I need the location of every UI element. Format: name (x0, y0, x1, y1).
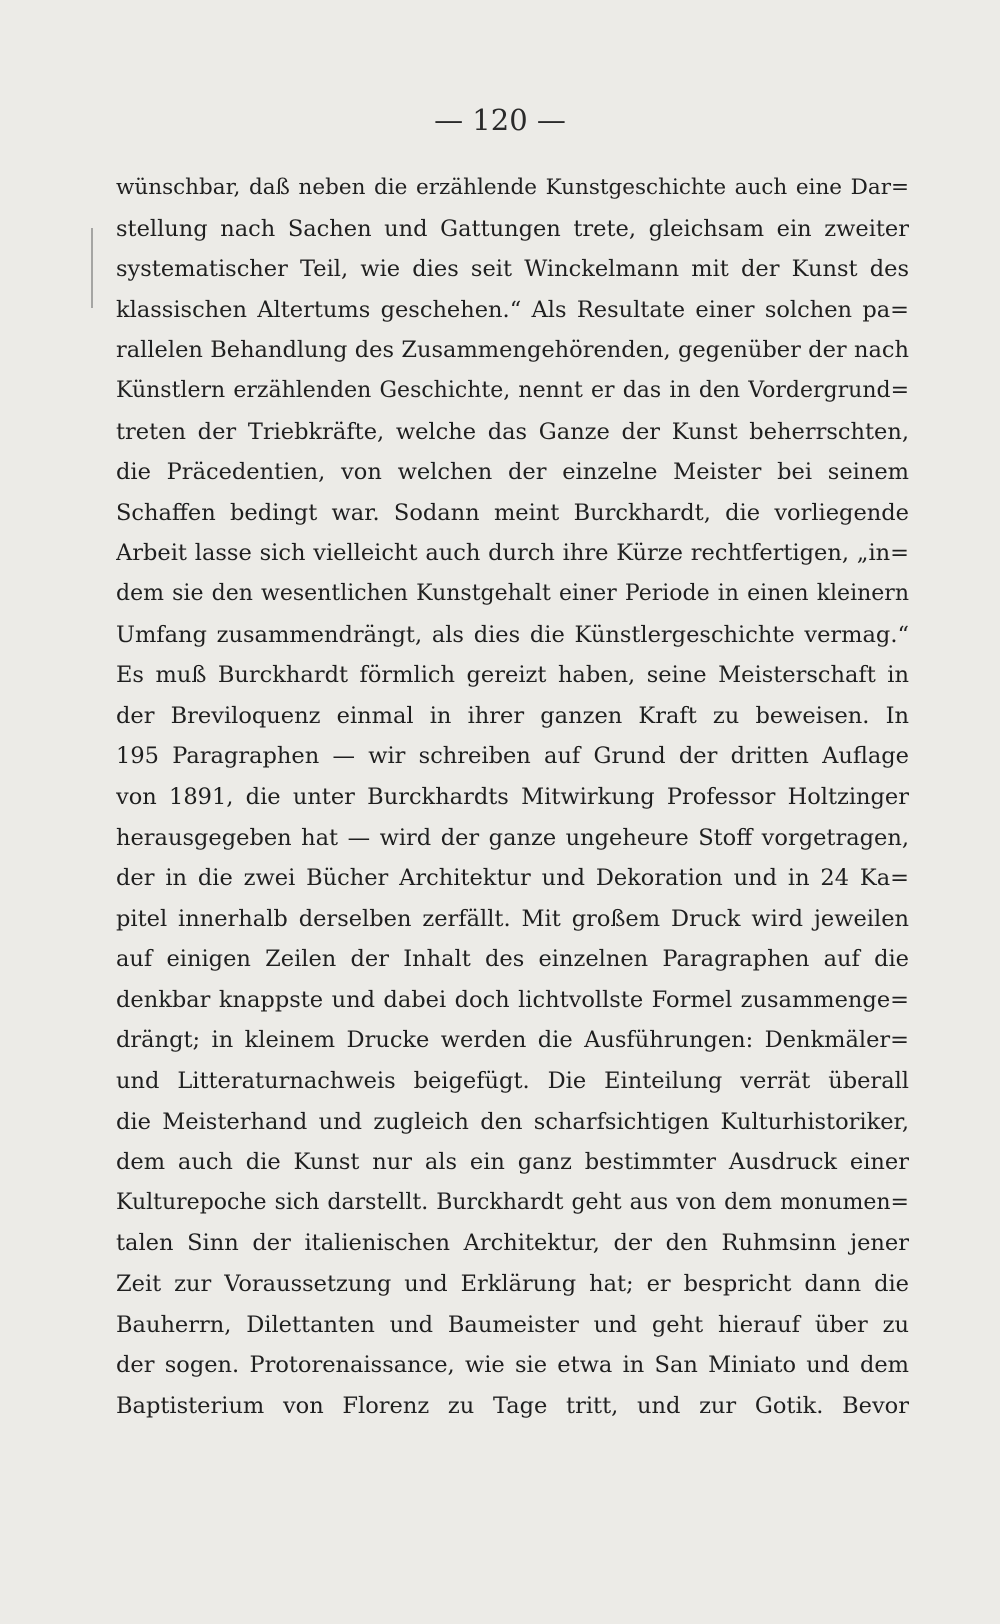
text-line: und Litteraturnachweis beigefügt. Die Einteilung verrät überall (116, 1068, 909, 1095)
text-line: klassischen Altertums geschehen.“ Als Resultate einer solchen pa= (116, 296, 909, 323)
text-line: die Meisterhand und zugleich den scharfsichtigen Kulturhistoriker, (116, 1108, 909, 1135)
text-line: herausgegeben hat — wird der ganze ungeheure Stoff vorgetragen, (116, 824, 909, 851)
text-line: von 1891, die unter Burckhardts Mitwirkung Professor Holtzinger (116, 783, 909, 810)
text-line: wünschbar, daß neben die erzählende Kunstgeschichte auch eine Dar= (116, 175, 909, 200)
text-line: Bauherrn, Dilettanten und Baumeister und geht hierauf über zu (116, 1311, 909, 1338)
text-line: die Präcedentien, von welchen der einzelne Meister bei seinem (116, 459, 909, 486)
body-text (116, 168, 909, 1426)
text-line: Künstlern erzählenden Geschichte, nennt er das in den Vordergrund= (116, 377, 909, 403)
text-line: Es muß Burckhardt förmlich gereizt haben, seine Meisterschaft in (116, 662, 909, 689)
text-line: Umfang zusammendrängt, als dies die Künstlergeschichte vermag.“ (116, 621, 909, 648)
page-number: — 120 — (434, 103, 566, 137)
text-line: rallelen Behandlung des Zusammengehörenden, gegenüber der nach (116, 337, 909, 364)
text-line: auf einigen Zeilen der Inhalt des einzelnen Paragraphen auf die (116, 946, 909, 973)
text-line: Baptisterium von Florenz zu Tage tritt, und zur Gotik. Bevor (116, 1392, 909, 1419)
text-line: der sogen. Protorenaissance, wie sie etwa in San Miniato und dem (116, 1352, 909, 1379)
text-line: dem sie den wesentlichen Kunstgehalt einer Periode in einen kleinern (116, 580, 909, 606)
text-line: pitel innerhalb derselben zerfällt. Mit großem Druck wird jeweilen (116, 905, 909, 932)
text-line: systematischer Teil, wie dies seit Winckelmann mit der Kunst des (116, 256, 909, 283)
text-line: Kulturepoche sich darstellt. Burckhardt geht aus von dem monumen= (116, 1189, 909, 1215)
margin-pencil-mark (91, 228, 93, 308)
text-line: Zeit zur Voraussetzung und Erklärung hat; er bespricht dann die (116, 1271, 909, 1298)
text-line: treten der Triebkräfte, welche das Ganze der Kunst beherrschten, (116, 418, 909, 445)
text-line: der Breviloquenz einmal in ihrer ganzen Kraft zu beweisen. In (116, 702, 909, 729)
text-line: denkbar knappste und dabei doch lichtvollste Formel zusammenge= (116, 986, 909, 1013)
text-line: Arbeit lasse sich vielleicht auch durch ihre Kürze rechtfertigen, „in= (116, 540, 909, 567)
text-line: Schaffen bedingt war. Sodann meint Burckhardt, die vorliegende (116, 499, 909, 526)
text-line: 195 Paragraphen — wir schreiben auf Grund der dritten Auflage (116, 743, 909, 770)
text-line: talen Sinn der italienischen Architektur, der den Ruhmsinn jener (116, 1230, 909, 1257)
text-line: stellung nach Sachen und Gattungen trete, gleichsam ein zweiter (116, 215, 909, 242)
text-line: der in die zwei Bücher Architektur und Dekoration und in 24 Ka= (116, 865, 909, 892)
text-line: drängt; in kleinem Drucke werden die Ausführungen: Denkmäler= (116, 1027, 909, 1054)
text-line: dem auch die Kunst nur als ein ganz bestimmter Ausdruck einer (116, 1149, 909, 1176)
